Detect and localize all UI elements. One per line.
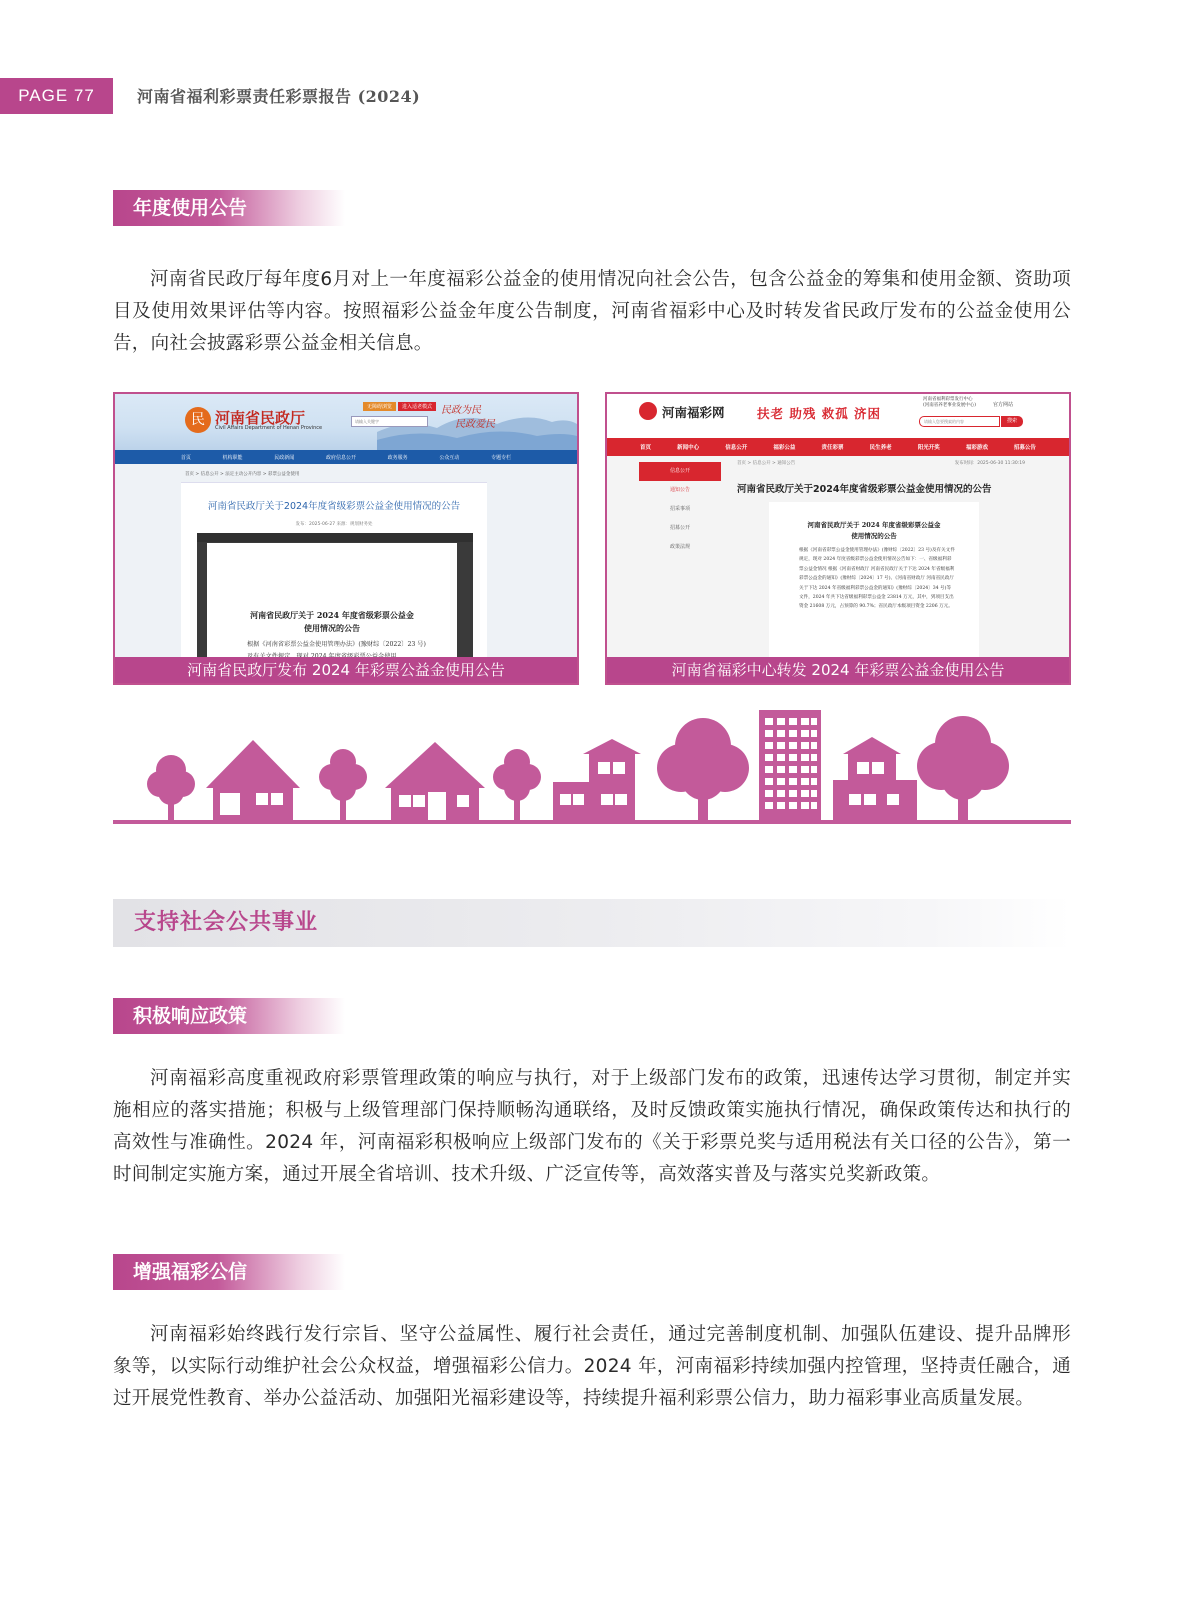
- pdf-viewer: [197, 533, 473, 657]
- org-line-1: 河南省福利彩票发行中心: [923, 397, 973, 402]
- doc-body: 根据《河南省彩票公益金使用管理办法》(豫财综〔2022〕23 号)及有关文件规定，现对 2024 年度省级彩票公益金使用情况公告如下：一、省级福利彩票公益金情况 根据《河南省财政厅 河南省民政厅关于下达 2024 年省级福利彩票公益金的通知》(豫财综〔2024〕17 号)、《河南省财政厅 河南省民政厅关于下达 2024 年省级福利彩票公益金的通知》(豫财综〔2024〕34 号)等文件，2024 年共下达省级福利彩票公益金 23814 万元，其中，到项目支出资金 21608 万元，占预算的 90.7%；省民政厅本级项目资金 2206 万元。: [799, 548, 955, 610]
- org-name: [923, 397, 976, 409]
- screenshot-civil-affairs: [113, 392, 579, 685]
- top-links: [363, 402, 438, 411]
- search-input[interactable]: 请输入您要搜索的内容: [919, 416, 1000, 427]
- tree-icon: [917, 716, 1009, 820]
- side-menu-item[interactable]: 通知公告: [669, 487, 690, 493]
- building-icon: [833, 737, 917, 820]
- ground-line: [113, 820, 1071, 824]
- side-menu-item[interactable]: 政策法规: [669, 544, 690, 550]
- nav-item[interactable]: 专题专栏: [491, 454, 512, 461]
- lottery-logo-icon: [639, 402, 657, 420]
- slogan: [441, 404, 495, 432]
- page-number-tab: PAGE 77: [0, 78, 113, 114]
- side-menu: [639, 462, 721, 557]
- official-site-link[interactable]: 官方网站: [993, 402, 1014, 408]
- page-body: [607, 456, 1069, 657]
- article-meta: 发布：2025-06-27 来源：规划财务处: [295, 522, 373, 527]
- nav-item[interactable]: 民政新闻: [274, 454, 295, 461]
- city-skyline-illustration: [113, 700, 1071, 840]
- paragraph-annual: 河南省民政厅每年度6月对上一年度福彩公益金的使用情况向社会公告，包含公益金的筹集和使用金额、资助项目及使用效果评估等内容。按照福彩公益金年度公告制度，河南省福彩中心及时转发省民政厅发布的公益金使用公告，向社会披露彩票公益金相关信息。: [113, 269, 1071, 354]
- side-menu-item[interactable]: 招采事项: [669, 506, 690, 512]
- section-banner-public: [113, 899, 1071, 947]
- breadcrumb: 首页 > 信息公开 > 法定主动公开内容 > 彩票公益金使用: [185, 472, 300, 477]
- paragraph-credibility: 河南福彩始终践行发行宗旨、坚守公益属性、履行社会责任，通过完善制度机制、加强队伍建设、提升品牌形象等，以实际行动维护社会公众权益，增强福彩公信力。2024 年，河南福彩持续加强内控管理，坚持责任融合，通过开展党性教育、举办公益活动、加强阳光福彩建设等，持续提升福利彩票公信力，助力福彩事业高质量发展。: [113, 1324, 1071, 1409]
- slogan-line-1: 民政为民: [441, 405, 481, 416]
- site-header: [607, 394, 1069, 438]
- tree-icon: [147, 755, 195, 820]
- nav-item[interactable]: 首页: [180, 454, 191, 461]
- nav-item[interactable]: 责任彩票: [821, 445, 844, 451]
- nav-item[interactable]: 新闻中心: [677, 445, 700, 451]
- nav-item[interactable]: 政务服务: [387, 454, 408, 461]
- doc-title-line-1: 河南省民政厅关于 2024 年度省级彩票公益金: [807, 521, 941, 529]
- tree-icon: [319, 749, 367, 820]
- screenshot-welfare-lottery: [605, 392, 1071, 685]
- nav-item[interactable]: 政府信息公开: [325, 454, 356, 461]
- section-tag-credibility: 增强福彩公信: [113, 1254, 345, 1290]
- section-tag-annual: 年度使用公告: [113, 190, 345, 226]
- org-line-2: (河南省养老事业发展中心): [923, 403, 977, 408]
- nav-item[interactable]: 机构职能: [222, 454, 243, 461]
- paragraph-policy: 河南福彩高度重视政府彩票管理政策的响应与执行，对于上级部门发布的政策，迅速传达学习贯彻，制定并实施相应的落实措施；积极与上级管理部门保持顺畅沟通联络，及时反馈政策实施执行情况，确保政策传达和执行的高效性与准确性。2024 年，河南福彩积极响应上级部门发布的《关于彩票兑奖与适用税法有关口径的公告》，第一时间制定实施方案，通过开展全省培训、技术升级、广泛宣传等，高效落实普及与落实兑奖新政策。: [113, 1068, 1071, 1185]
- accessibility-link[interactable]: 无障碍浏览: [363, 402, 396, 411]
- site-name: 河南省民政厅: [215, 409, 306, 427]
- screenshot-caption: 河南省民政厅发布 2024 年彩票公益金使用公告: [115, 657, 577, 683]
- search-input[interactable]: 请输入关键字: [351, 416, 428, 427]
- doc-page: [769, 502, 979, 657]
- pdf-toolbar[interactable]: [197, 533, 473, 542]
- section-tag-policy: 积极响应政策: [113, 998, 345, 1034]
- nav-item[interactable]: 福彩公益: [773, 445, 796, 451]
- slogan: 扶老 助残 救孤 济困: [757, 406, 882, 421]
- site-subtitle: Civil Affairs Department of Henan Province: [215, 425, 323, 431]
- site-banner: [115, 394, 577, 450]
- tree-icon: [657, 718, 749, 820]
- main-nav: [607, 438, 1069, 456]
- report-title: 河南省福利彩票责任彩票报告 (2024): [137, 87, 421, 106]
- slogan-line-2: 民政爱民: [455, 419, 495, 430]
- doc-title-line-1: 河南省民政厅关于 2024 年度省级彩票公益金: [250, 610, 414, 620]
- site-name: 河南福彩网: [662, 405, 725, 420]
- building-icon: [553, 739, 641, 820]
- doc-title: [207, 609, 457, 635]
- side-menu-item[interactable]: 招募公开: [669, 525, 690, 531]
- search-button[interactable]: 搜索: [1001, 416, 1023, 427]
- tree-icon: [493, 749, 541, 820]
- article-title: 河南省民政厅关于2024年度省级彩票公益金使用情况的公告: [207, 501, 461, 512]
- nav-item[interactable]: 民生养老: [869, 445, 892, 451]
- nav-item[interactable]: 招募公告: [1013, 445, 1036, 451]
- article-title: 河南省民政厅关于2024年度省级彩票公益金使用情况的公告: [737, 484, 992, 495]
- section-banner-title: 支持社会公共事业: [134, 910, 319, 935]
- nav-item[interactable]: 阳光开奖: [917, 445, 940, 451]
- emblem-icon: 民: [185, 407, 211, 433]
- nav-item[interactable]: 福彩游戏: [965, 445, 988, 451]
- page-body: [115, 464, 577, 657]
- side-menu-item[interactable]: 信息公开: [639, 462, 721, 481]
- doc-title-line-2: 使用情况的公告: [851, 532, 897, 540]
- main-nav: [115, 450, 577, 464]
- doc-title-line-2: 使用情况的公告: [304, 623, 360, 633]
- article-panel: [181, 482, 487, 657]
- breadcrumb: 首页 > 信息公开 > 通知公告: [737, 461, 796, 466]
- nav-item[interactable]: 公众互动: [439, 454, 460, 461]
- pdf-page: [207, 543, 457, 657]
- nav-item[interactable]: 首页: [640, 445, 652, 451]
- elder-mode-link[interactable]: 进入适老模式: [398, 402, 436, 411]
- doc-title: [769, 520, 979, 542]
- nav-item[interactable]: 信息公开: [725, 445, 748, 451]
- publish-date: 发布时间：2025-06-30 11:30:19: [954, 461, 1025, 466]
- doc-body: 根据《河南省彩票公益金使用管理办法》(豫财综〔2022〕23 号): [247, 641, 426, 648]
- screenshot-caption: 河南省福彩中心转发 2024 年彩票公益金使用公告: [607, 657, 1069, 683]
